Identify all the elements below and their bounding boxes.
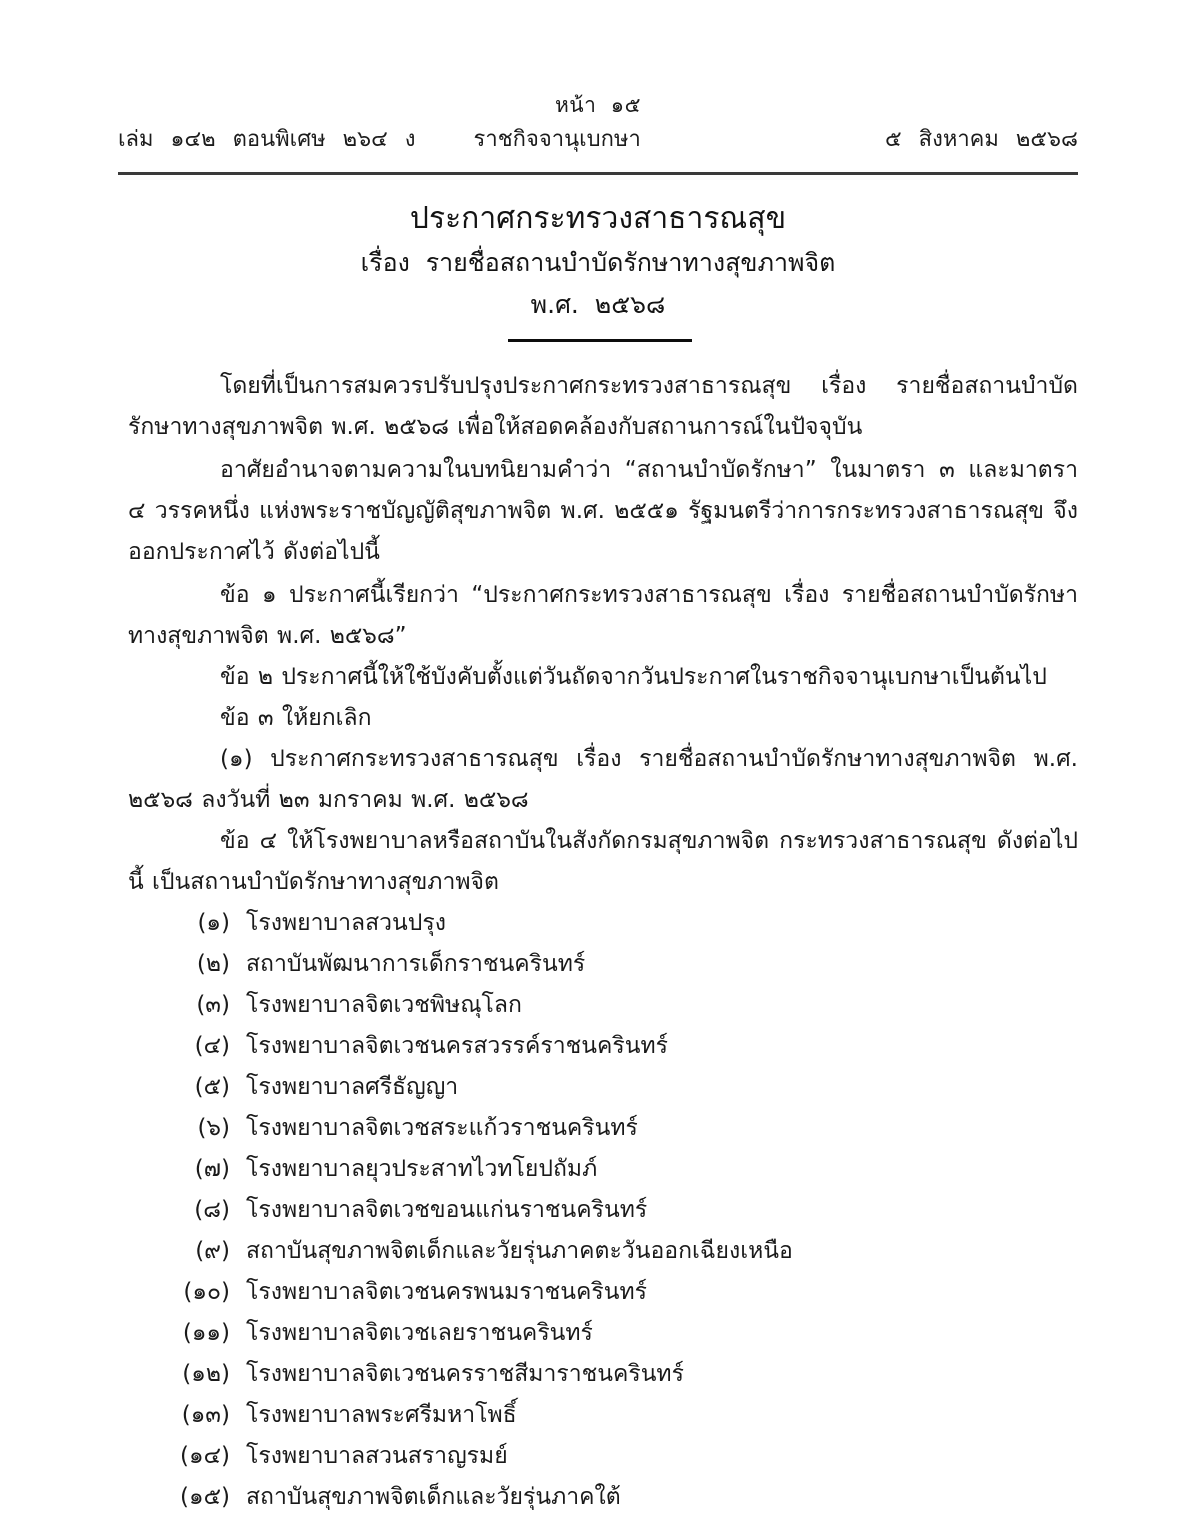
clause-3-item-1: (๑) ประกาศกระทรวงสาธารณสุข เรื่อง รายชื่อสถานบำบัดรักษาทางสุขภาพจิต พ.ศ. ๒๕๖๘ ลงวันที่ ๒๓ มกราคม พ.ศ. ๒๕๖๘ bbox=[128, 746, 1078, 813]
volume-label: เล่ม bbox=[118, 127, 154, 153]
date-day: ๕ bbox=[885, 127, 902, 153]
facility-name: โรงพยาบาลจิตเวชนครสวรรค์ราชนครินทร์ bbox=[246, 1033, 668, 1059]
list-item bbox=[128, 1313, 1078, 1354]
facility-name: สถาบันสุขภาพจิตเด็กและวัยรุ่นภาคใต้ bbox=[246, 1484, 621, 1510]
facility-name: โรงพยาบาลจิตเวชนครพนมราชนครินทร์ bbox=[246, 1279, 647, 1305]
date-year: ๒๕๖๘ bbox=[1015, 127, 1078, 153]
facility-number: (๑๒) bbox=[182, 1361, 230, 1387]
list-item bbox=[128, 903, 1078, 944]
facility-name: โรงพยาบาลยุวประสาทไวทโยปถัมภ์ bbox=[246, 1156, 598, 1182]
list-item bbox=[128, 1026, 1078, 1067]
facility-name: โรงพยาบาลจิตเวชเลยราชนครินทร์ bbox=[246, 1320, 593, 1346]
publication-name: ราชกิจจานุเบกษา bbox=[473, 127, 641, 153]
gazette-volume-group bbox=[118, 126, 416, 155]
facility-number: (๔) bbox=[194, 1033, 230, 1059]
list-item bbox=[128, 985, 1078, 1026]
gazette-running-head bbox=[118, 92, 1078, 155]
list-item bbox=[128, 1395, 1078, 1436]
facility-number: (๑) bbox=[197, 910, 230, 936]
facility-name: โรงพยาบาลจิตเวชขอนแก่นราชนครินทร์ bbox=[246, 1197, 648, 1223]
facility-number: (๓) bbox=[196, 992, 230, 1018]
section-suffix: ง bbox=[404, 127, 416, 153]
preamble-paragraph-2: อาศัยอำนาจตามความในบทนิยามคำว่า “สถานบำบัดรักษา” ในมาตรา ๓ และมาตรา ๔ วรรคหนึ่ง แห่งพระราชบัญญัติสุขภาพจิต พ.ศ. ๒๕๕๑ รัฐมนตรีว่าการกระทรวงสาธารณสุข จึงออกประกาศไว้ ดังต่อไปนี้ bbox=[128, 457, 1078, 565]
list-item bbox=[128, 1272, 1078, 1313]
section-label: ตอนพิเศษ bbox=[232, 127, 326, 153]
document-subject: เรื่อง รายชื่อสถานบำบัดรักษาทางสุขภาพจิต bbox=[360, 247, 836, 277]
clause-2: ข้อ ๒ ประกาศนี้ให้ใช้บังคับตั้งแต่วันถัดจากวันประกาศในราชกิจจานุเบกษาเป็นต้นไป bbox=[220, 664, 1047, 690]
gazette-header-row bbox=[118, 126, 1078, 155]
facility-number: (๘) bbox=[194, 1197, 230, 1223]
clause-4: ข้อ ๔ ให้โรงพยาบาลหรือสถาบันในสังกัดกรมสุขภาพจิต กระทรวงสาธารณสุข ดังต่อไปนี้ เป็นสถานบำบัดรักษาทางสุขภาพจิต bbox=[128, 828, 1078, 895]
facility-number: (๑๓) bbox=[181, 1402, 230, 1428]
facility-name: โรงพยาบาลสวนปรุง bbox=[246, 910, 446, 936]
list-item bbox=[128, 944, 1078, 985]
list-item bbox=[128, 1354, 1078, 1395]
list-item bbox=[128, 1436, 1078, 1477]
gazette-date-group bbox=[885, 126, 1078, 155]
facility-number: (๗) bbox=[194, 1156, 230, 1182]
facility-number: (๒) bbox=[196, 951, 230, 977]
facility-name: สถาบันพัฒนาการเด็กราชนครินทร์ bbox=[246, 951, 586, 977]
facility-name: โรงพยาบาลศรีธัญญา bbox=[246, 1074, 459, 1100]
document-body bbox=[128, 366, 1078, 1518]
facility-name: โรงพยาบาลจิตเวชนครราชสีมาราชนครินทร์ bbox=[246, 1361, 684, 1387]
facility-number: (๙) bbox=[195, 1238, 230, 1264]
facility-name: โรงพยาบาลจิตเวชสระแก้วราชนครินทร์ bbox=[246, 1115, 638, 1141]
document-year: พ.ศ. ๒๕๖๘ bbox=[530, 289, 666, 319]
preamble-paragraph-1: โดยที่เป็นการสมควรปรับปรุงประกาศกระทรวงสาธารณสุข เรื่อง รายชื่อสถานบำบัดรักษาทางสุขภาพจิต พ.ศ. ๒๕๖๘ เพื่อให้สอดคล้องกับสถานการณ์ในปัจจุบัน bbox=[128, 373, 1078, 440]
list-item bbox=[128, 1190, 1078, 1231]
facility-number: (๑๕) bbox=[180, 1484, 230, 1510]
facility-number: (๑๑) bbox=[182, 1320, 230, 1346]
facility-number: (๑๔) bbox=[180, 1443, 230, 1469]
section-number: ๒๖๔ bbox=[342, 127, 388, 153]
list-item bbox=[128, 1477, 1078, 1518]
list-item bbox=[128, 1149, 1078, 1190]
list-item bbox=[128, 1108, 1078, 1149]
page-number: หน้า ๑๕ bbox=[554, 93, 642, 117]
facility-name: โรงพยาบาลสวนสราญรมย์ bbox=[246, 1443, 508, 1469]
facility-list bbox=[128, 903, 1078, 1518]
page-title: ประกาศกระทรวงสาธารณสุข bbox=[409, 201, 787, 236]
facility-name: สถาบันสุขภาพจิตเด็กและวัยรุ่นภาคตะวันออกเฉียงเหนือ bbox=[246, 1238, 793, 1264]
list-item bbox=[128, 1067, 1078, 1108]
facility-number: (๖) bbox=[197, 1115, 230, 1141]
title-divider bbox=[508, 339, 692, 342]
volume-number: ๑๔๒ bbox=[170, 127, 216, 153]
clause-1: ข้อ ๑ ประกาศนี้เรียกว่า “ประกาศกระทรวงสาธารณสุข เรื่อง รายชื่อสถานบำบัดรักษา ทางสุขภาพจิต พ.ศ. ๒๕๖๘” bbox=[128, 582, 1078, 649]
clause-3: ข้อ ๓ ให้ยกเลิก bbox=[220, 705, 372, 731]
facility-name: โรงพยาบาลพระศรีมหาโพธิ์ bbox=[246, 1402, 517, 1428]
document-title-block bbox=[118, 198, 1078, 323]
facility-number: (๕) bbox=[194, 1074, 230, 1100]
facility-name: โรงพยาบาลจิตเวชพิษณุโลก bbox=[246, 992, 522, 1018]
date-month: สิงหาคม bbox=[918, 127, 999, 153]
list-item bbox=[128, 1231, 1078, 1272]
facility-number: (๑๐) bbox=[183, 1279, 230, 1305]
header-divider bbox=[118, 172, 1078, 175]
